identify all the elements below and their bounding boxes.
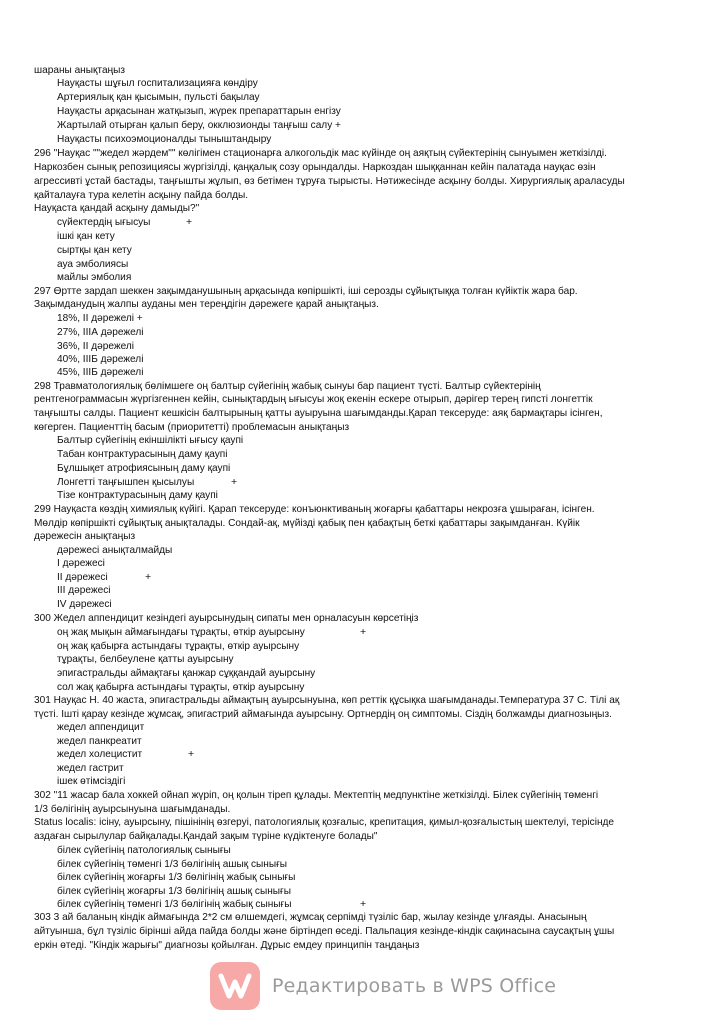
question-300: 300 Жедел аппендицит кезіндегі ауырсынудың сипаты мен орналасуын көрсетіңіз xyxy=(34,613,419,624)
answer-option: Балтыр сүйегінің екіншілікті ығысу қаупі xyxy=(57,435,244,446)
answer-option-correct: білек сүйегінің төменгі 1/3 бөлігінің жабық сынығы xyxy=(57,899,292,910)
question-text-line: агрессивті ұстай бастады, таңғышты жұлып, өз бетімен тұруға тырысты. Нәтижесінде асқыну болды. Хирургиялық араласуды xyxy=(34,176,625,187)
answer-option: ішек өтімсіздігі xyxy=(57,776,126,787)
question-299: 299 Науқаста көздің химиялық күйігі. Қарап тексеруде: конъюнктиваның жоғарғы қабаттары некрозға ұшыраған, ісінген. xyxy=(34,504,595,515)
answer-option-correct: Жартылай отырған қалып беру, окклюзионды таңғыш салу + xyxy=(57,120,341,131)
wps-edit-banner[interactable] xyxy=(210,961,556,1011)
question-text-line: айтуынша, бұл түзіліс бірінші айда пайда болды және біртіндеп өседі. Пальпация кезінде-кіндік сақинасына саусақтың ұшы xyxy=(34,926,615,937)
correct-mark: + xyxy=(145,571,152,583)
answer-option: ауа эмболиясы xyxy=(57,259,129,270)
answer-option: 40%, ІІІБ дәрежелі xyxy=(57,354,144,365)
question-301: 301 Науқас Н. 40 жаста, эпигастральды аймақтың ауырсынуына, көп реттік құсықка шағымданады.Температура 37 С. Тілі ақ xyxy=(34,695,620,706)
answer-option: Науқасты шұғыл госпитализацияға көндіру xyxy=(57,78,258,89)
answer-option-correct: ІІ дәрежесі xyxy=(57,572,108,583)
question-text-line: қайталауға тура келетін асқыну пайда болды. xyxy=(34,190,249,201)
text-line: шараны анықтаңыз xyxy=(34,65,126,76)
question-text-line: көгерген. Пациенттің басым (приоритетті) проблемасын анықтаңыз xyxy=(34,422,350,433)
answer-option: жедел аппендицит xyxy=(57,722,145,733)
answer-option: 36%, ІІ дәрежелі xyxy=(57,341,135,352)
question-text-line: түсті. Іштi қарау кезінде жұмсақ, эпигастрий аймағында ауырсыну. Ортнердің оң симптомы. Сіздің болжамды диагнозыңыз. xyxy=(34,709,612,720)
correct-mark: + xyxy=(360,626,367,638)
question-text-line: Наркозбен сынық репозициясы жүргізілді, қаңқалық созу орындалды. Наркоздан шыққаннан кейін палатада науқас өзін xyxy=(34,162,596,173)
answer-option: ішкі қан кету xyxy=(57,231,115,242)
correct-mark: + xyxy=(186,216,193,228)
question-296: 296 "Науқас ""жедел жәрдем"" көлігімен стационарға алкогольдік мас күйінде оң аяқтың сүйектерінің сынуымен жеткізілді. xyxy=(34,148,607,159)
answer-option: эпигастральды аймақтағы қанжар сұққандай ауырсыну xyxy=(57,668,316,679)
question-text-line: дәрежесін анықтаңыз xyxy=(34,531,136,542)
question-text-line: Мөлдір көпіршікті сұйықтық анықталады. Сондай-ақ, мүйізді қабық пен қабақтың беткі қабаттары зақымданған. Күйік xyxy=(34,518,580,529)
answer-option: жедел панкреатит xyxy=(57,736,142,747)
question-text-line: Status localis: ісіну, ауырсыну, пішінінің өзгеруі, патологиялық қозғалыс, крепитация, қимыл-қозғалыстың шектелуі, терісінде xyxy=(34,817,615,828)
answer-option: І дәрежесі xyxy=(57,558,105,569)
correct-mark: + xyxy=(231,476,238,488)
answer-option: Науқасты арқасынан жатқызып, жүрек препараттарын енгізу xyxy=(57,106,341,117)
question-text-line: еркін өтеді. "Кіндік жарығы" диагнозы қойылған. Дұрыс емдеу принципін таңдаңыз xyxy=(34,940,420,951)
question-text-line: Зақымданудың жалпы ауданы мен тереңдігін дәрежеге қарай анықтаңыз. xyxy=(34,299,379,310)
answer-option: майлы эмболия xyxy=(57,272,132,283)
answer-option: тұрақты, белбеулене қатты ауырсыну xyxy=(57,654,234,665)
answer-option: білек сүйегінің патологиялық сынығы xyxy=(57,845,231,856)
answer-option: 45%, ІІІБ дәрежелі xyxy=(57,367,144,378)
answer-option: Тізе контрактурасының даму қаупі xyxy=(57,490,218,501)
answer-option: Артериялық қан қысымын, пульсті бақылау xyxy=(57,92,260,103)
correct-mark: + xyxy=(188,748,195,760)
answer-option-correct: жедел холецистит xyxy=(57,749,143,760)
answer-option: сыртқы қан кету xyxy=(57,245,132,256)
answer-option: білек сүйегінің жоғарғы 1/3 бөлігінің ашық сынығы xyxy=(57,886,291,897)
answer-option-correct: Лонгетті таңғышпен қысылуы xyxy=(57,477,195,488)
question-text-line: таңғышты салды. Пациент кешкісін балтырының қатты ауыруына шағымданды.Қарап тексеруде: аяқ бармақтары ісінген, xyxy=(34,408,603,419)
wps-logo-icon xyxy=(210,962,260,1010)
question-text-line: аздаған сырылулар байқалады.Қандай зақым түріне күдіктенуге болады" xyxy=(34,831,378,842)
question-text-line: 1/3 бөлігінің ауырсынуына шағымданады. xyxy=(34,804,231,815)
answer-option: ІV дәрежесі xyxy=(57,599,112,610)
answer-option: ІІІ дәрежесі xyxy=(57,585,111,596)
question-297: 297 Өртте зардап шеккен зақымданушының арқасында көпіршікті, іші серозды сұйықтыққа толған күйіктік жара бар. xyxy=(34,286,578,297)
answer-option: Науқасты психоэмоционалды тыныштандыру xyxy=(57,134,272,145)
answer-option: 27%, ІІІА дәрежелі xyxy=(57,327,144,338)
answer-option: дәрежесі анықталмайды xyxy=(57,545,173,556)
answer-option: жедел гастрит xyxy=(57,763,124,774)
answer-option: білек сүйегінің жоғарғы 1/3 бөлігінің жабық сынығы xyxy=(57,872,296,883)
answer-option: білек сүйегінің төменгі 1/3 бөлігінің ашық сынығы xyxy=(57,859,288,870)
question-text-line: Науқаста қандай асқыну дамыды?" xyxy=(34,203,200,214)
answer-option: Бұлшықет атрофиясының даму қаупі xyxy=(57,463,231,474)
answer-option: Табан контрактурасының даму қаупі xyxy=(57,449,228,460)
answer-option-correct: сүйектердің ығысуы xyxy=(57,217,151,228)
correct-mark: + xyxy=(360,898,367,910)
question-text-line: рентгенограммасын жүргізгеннен кейін, сынықтардың ығысуы жоқ екенін ескере отырып, дәрігер терең гипсті лонгеттік xyxy=(34,394,593,405)
question-302: 302 "11 жасар бала хоккей ойнап жүріп, оң қолын тіреп құлады. Мектептің медпунктіне жеткізілді. Білек сүйегінің төменгі xyxy=(34,790,599,801)
answer-option-correct: 18%, ІІ дәрежелі + xyxy=(57,313,143,324)
answer-option-correct: оң жақ мықын аймағындағы тұрақты, өткір ауырсыну xyxy=(57,627,305,638)
question-303: 303 3 ай баланың кіндік аймағында 2*2 см өлшемдегі, жұмсақ серпімді түзіліс бар, жылау кезінде ұлғаяды. Анасының xyxy=(34,912,587,923)
question-298: 298 Травматологиялық бөлімшеге оң балтыр сүйегінің жабық сынуы бар пациент түсті. Балтыр сүйектерінің xyxy=(34,381,541,392)
answer-option: оң жақ қабырға астындағы тұрақты, өткір ауырсыну xyxy=(57,641,300,652)
answer-option: сол жақ қабырға астындағы тұрақты, өткір ауырсыну xyxy=(57,682,305,693)
wps-edit-label[interactable]: Редактировать в WPS Office xyxy=(272,975,557,997)
